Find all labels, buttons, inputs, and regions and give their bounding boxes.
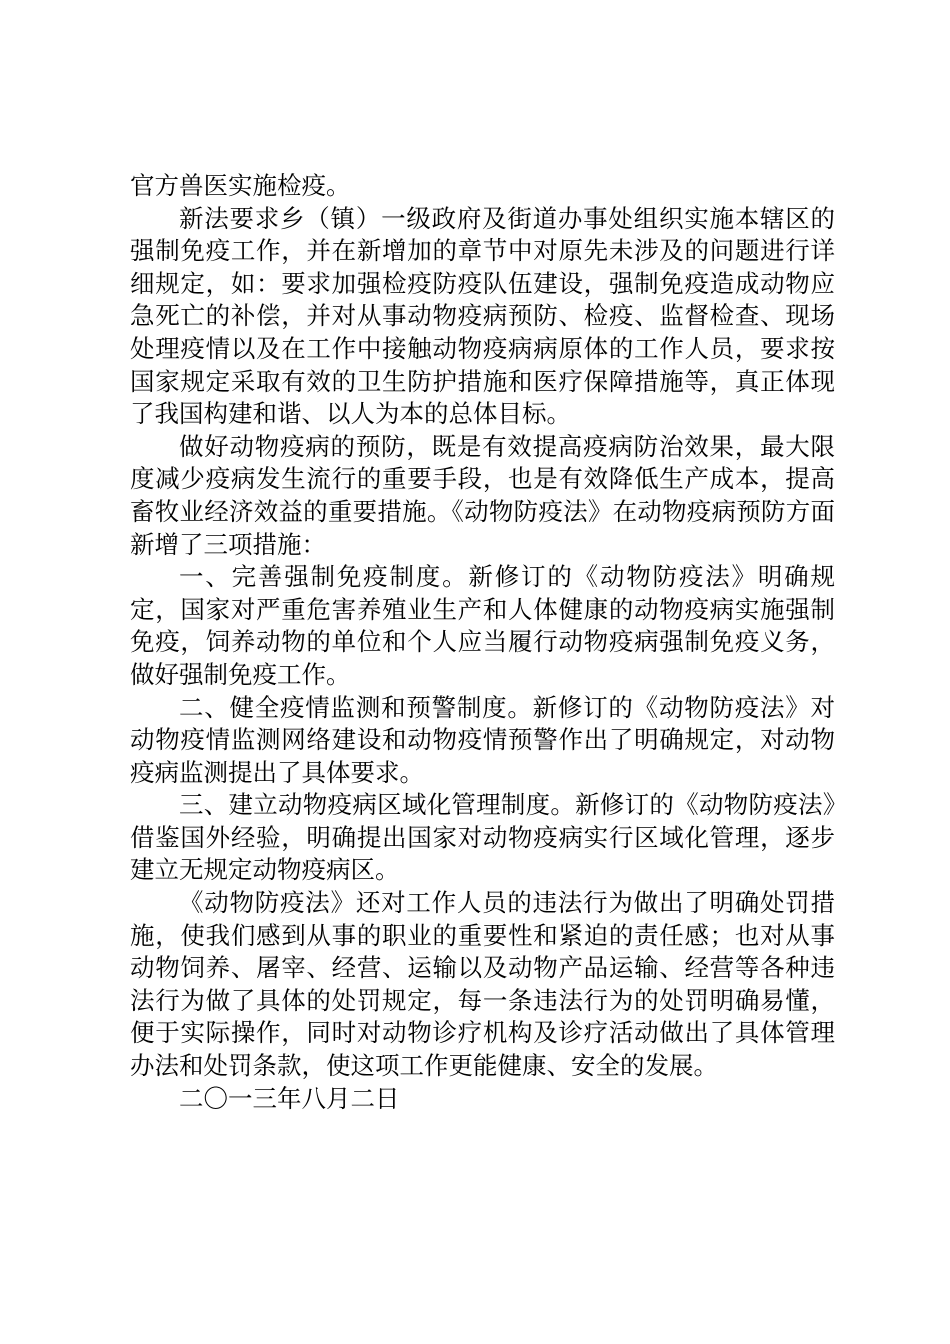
- paragraph-new-law-requirements: 新法要求乡（镇）一级政府及街道办事处组织实施本辖区的强制免疫工作，并在新增加的章节中对原先未涉及的问题进行详细规定，如：要求加强检疫防疫队伍建设，强制免疫造成动物应急死亡的补偿，并对从事动物疫病预防、检疫、监督检查、现场处理疫情以及在工作中接触动物疫病病原体的工作人员，要求按国家规定采取有效的卫生防护措施和医疗保障措施等，真正体现了我国构建和谐、以人为本的总体目标。: [130, 203, 835, 429]
- document-body: [130, 170, 835, 1115]
- paragraph-measure-three: 三、建立动物疫病区域化管理制度。新修订的《动物防疫法》借鉴国外经验，明确提出国家对动物疫病实行区域化管理，逐步建立无规定动物疫病区。: [130, 790, 835, 885]
- document-date: 二〇一三年八月二日: [179, 1083, 400, 1113]
- paragraph-prevention-importance: 做好动物疫病的预防，既是有效提高疫病防治效果，最大限度减少疫病发生流行的重要手段，也是有效降低生产成本，提高畜牧业经济效益的重要措施。《动物防疫法》在动物疫病预防方面新增了三项措施：: [130, 431, 835, 559]
- paragraph-continuation: 官方兽医实施检疫。: [130, 171, 351, 200]
- paragraph-penalties: 《动物防疫法》还对工作人员的违法行为做出了明确处罚措施，使我们感到从事的职业的重要性和紧迫的责任感；也对从事动物饲养、屠宰、经营、运输以及动物产品运输、经营等各种违法行为做了具体的处罚规定，每一条违法行为的处罚明确易懂，便于实际操作，同时对动物诊疗机构及诊疗活动做出了具体管理办法和处罚条款，使这项工作更能健康、安全的发展。: [130, 888, 835, 1081]
- paragraph-measure-one: 一、完善强制免疫制度。新修订的《动物防疫法》明确规定，国家对严重危害养殖业生产和人体健康的动物疫病实施强制免疫，饲养动物的单位和个人应当履行动物疫病强制免疫义务，做好强制免疫工作。: [130, 562, 835, 689]
- paragraph-measure-two: 二、健全疫情监测和预警制度。新修订的《动物防疫法》对动物疫情监测网络建设和动物疫情预警作出了明确规定，对动物疫病监测提出了具体要求。: [130, 692, 835, 787]
